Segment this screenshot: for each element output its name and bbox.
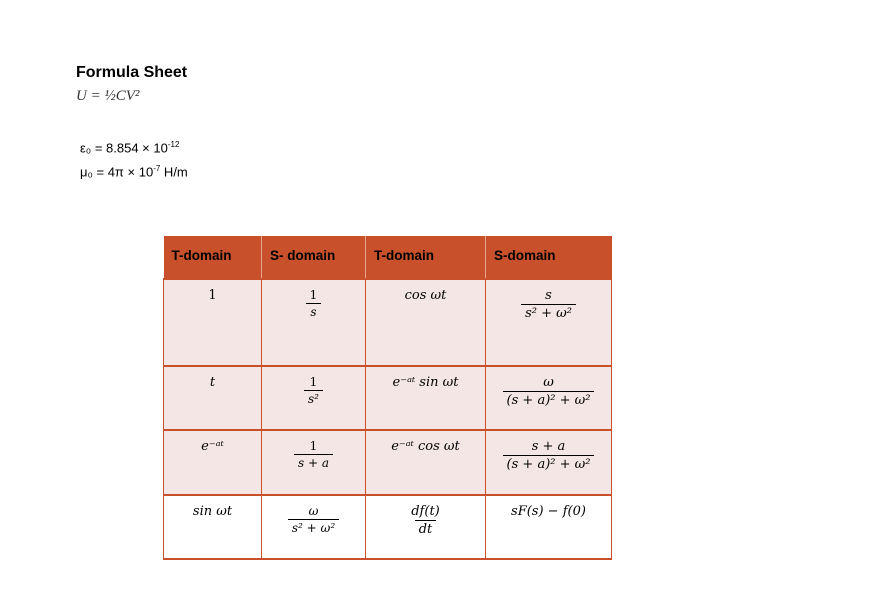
constant-unit: H/m <box>160 164 188 180</box>
permittivity-constant <box>80 140 179 155</box>
column-header: S-domain <box>486 236 612 279</box>
constant-exponent: -7 <box>153 164 161 173</box>
constant-exponent: -12 <box>167 140 180 149</box>
derivative-fraction: $\frac{df(t)}{dt}$ <box>411 503 440 537</box>
fraction: $\frac{\omega}{\text{(s + a)² + ω²}}$ <box>503 375 595 408</box>
time-domain-cell: e⁻ᵃᵗ sin ωt <box>366 366 486 430</box>
column-header: T-domain <box>164 236 262 279</box>
s-domain-cell <box>262 279 366 366</box>
table-row <box>164 495 612 559</box>
s-domain-cell <box>262 495 366 559</box>
page-title: Formula Sheet <box>76 64 188 81</box>
time-domain-cell: t <box>164 366 262 430</box>
fraction: $\frac{1}{\text{s²}}$ <box>304 375 323 406</box>
time-domain-cell: sin ωt <box>164 495 262 559</box>
constant-value: = 4π × 10 <box>92 164 154 180</box>
s-domain-cell: sF(s) − f(0) <box>486 495 612 559</box>
column-header: T-domain <box>366 236 486 279</box>
time-domain-cell: 1 <box>164 279 262 366</box>
laplace-transform-table <box>163 236 612 560</box>
s-domain-cell <box>486 279 612 366</box>
fraction: $\frac{\omega}{\text{s² + ω²}}$ <box>288 504 339 535</box>
table-row <box>164 279 612 366</box>
constant-value: = 8.854 × 10 <box>91 140 168 156</box>
constant-symbol: ε₀ <box>80 140 92 156</box>
permeability-constant <box>80 164 188 179</box>
s-domain-cell <box>486 366 612 430</box>
fraction: $\frac{1}{s + a}$ <box>294 439 333 470</box>
s-domain-cell <box>262 430 366 494</box>
fraction: $\frac{s + a}{\text{(s + a)² + ω²}}$ <box>503 439 595 472</box>
constant-symbol: μ₀ <box>80 164 93 180</box>
fraction: $\frac{s}{\text{s² + ω²}}$ <box>521 288 576 321</box>
fraction: $\frac{1}{s}$ <box>306 288 322 319</box>
table-row <box>164 430 612 494</box>
energy-formula: U = ½CV² <box>76 88 140 104</box>
time-domain-cell: e⁻ᵃᵗ cos ωt <box>366 430 486 494</box>
time-domain-cell: e⁻ᵃᵗ <box>164 430 262 494</box>
column-header: S- domain <box>262 236 366 279</box>
table-header-row <box>164 236 612 279</box>
table-row <box>164 366 612 430</box>
s-domain-cell <box>262 366 366 430</box>
time-domain-cell <box>366 495 486 559</box>
time-domain-cell: cos ωt <box>366 279 486 366</box>
s-domain-cell <box>486 430 612 494</box>
